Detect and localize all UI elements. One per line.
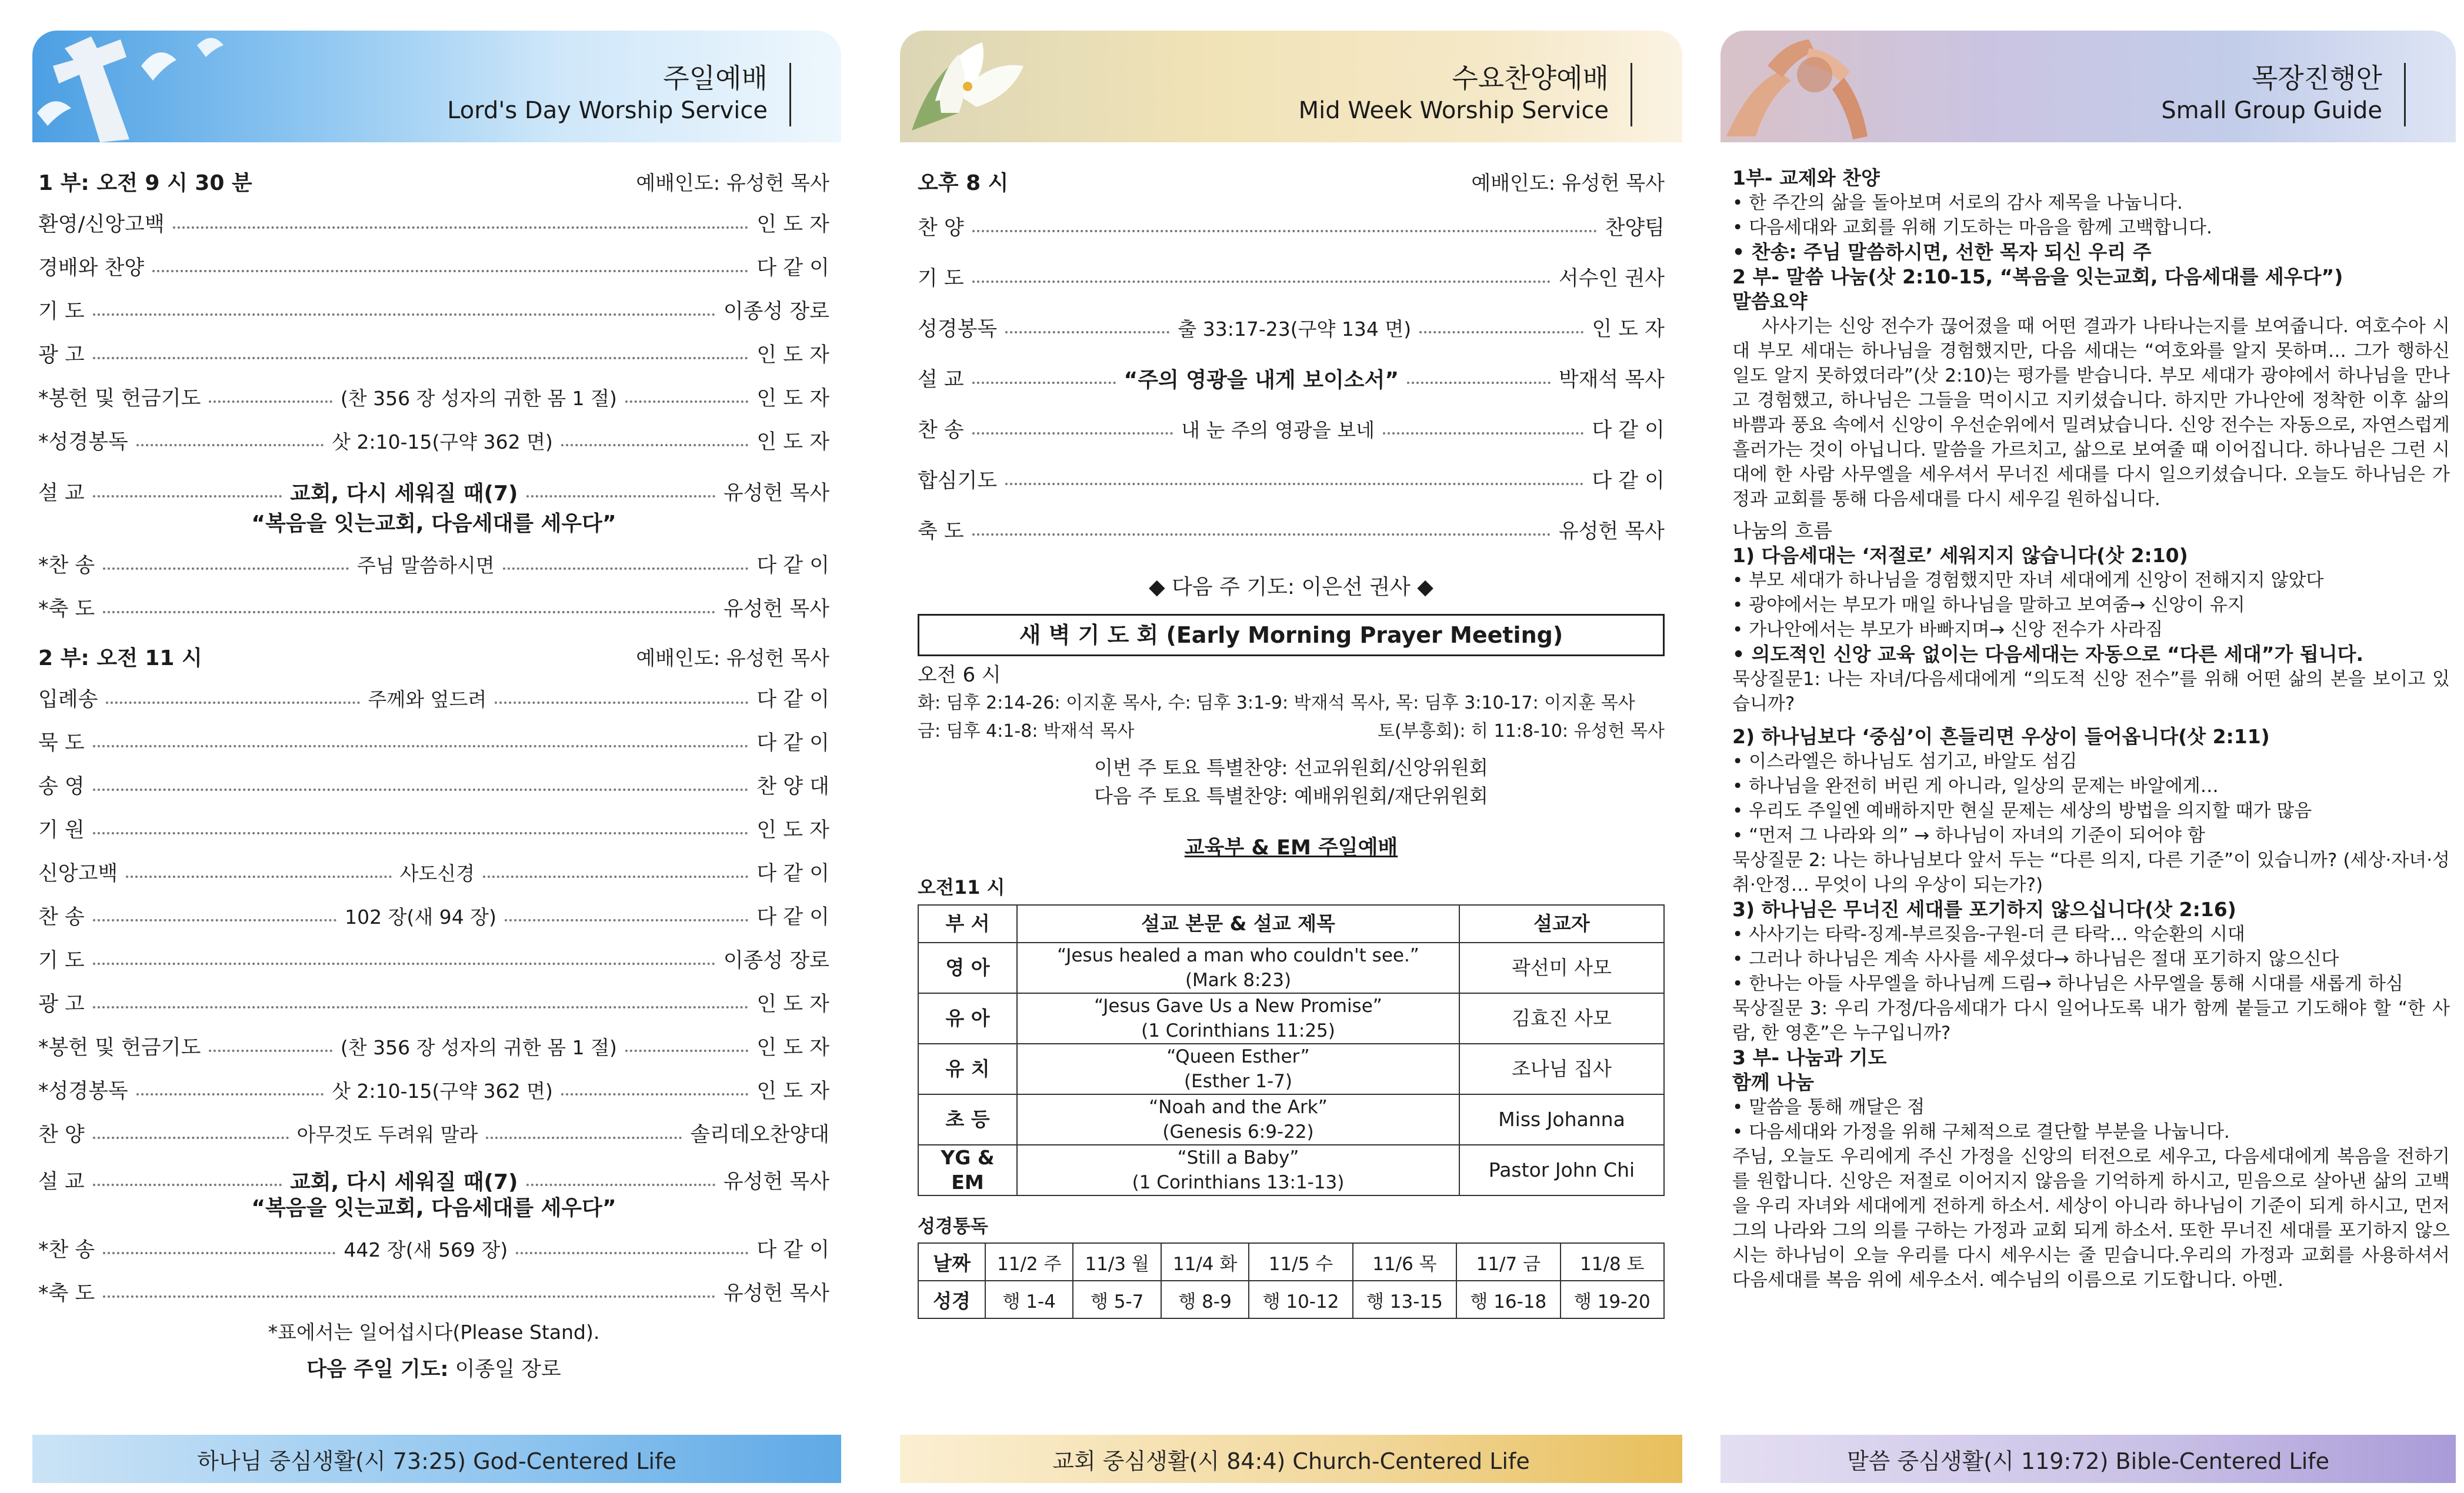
- item-person: 다 같 이: [756, 906, 829, 929]
- order-item: [38, 332, 829, 375]
- reading-date-label: 날짜: [918, 1243, 985, 1281]
- guide-line: 1) 다음세대는 ‘저절로’ 세워지지 않습니다(삿 2:10): [1732, 544, 2188, 567]
- leader-dots: [1005, 331, 1169, 333]
- guide-line: 사사기는 신앙 전수가 끊어졌을 때 어떤 결과가 나타나는지를 보여줍니다. 여호수아 시대 부모 세대는 하나님을 경험했지만, 다음 세대는 “여호와를 알지 못하며… 그가 행하신 일도 알지 못하였더라”(삿 2:10)는 평가를 받습니다. 부모 세대가 광야에서 하나님을 만나고 경험했고, 하나님은 그들을 먹이시고 지키셨습니다. 하지만 가나안에 정착한 이후 삶의 바쁨과 풍요 속에서 신앙이 우선순위에서 밀려났습니다. 신앙 전수는 자동으로, 자연스럽게 흘러가는 것이 아닙니다. 말씀을 가르치고, 삶으로 보여줄 때 이어집니다. 하나님은 그런 시대에 한 사람 사무엘을 세우셔서 무너진 세대를 다시 일으키셨습니다. 오늘도 하나님은 가정과 교회를 통해 다음세대를 다시 세우길 원하십니다.: [1732, 316, 2450, 510]
- service1-sermon-subtitle: “복음을 잇는교회, 다음세대를 세우다”: [251, 512, 616, 536]
- item-person: 다 같 이: [1592, 419, 1665, 442]
- service2-header: [38, 636, 829, 676]
- title-ko: 주일예배: [663, 62, 768, 94]
- edu-sermon-ref: (Genesis 6:9-22): [1162, 1121, 1314, 1143]
- order-item: [38, 245, 829, 288]
- reading-title: 성경통독: [918, 1216, 988, 1237]
- item-label: 광 고: [38, 343, 85, 367]
- item-person: 다 같 이: [756, 1238, 830, 1262]
- guide-line: • 다음세대와 가정을 위해 구체적으로 결단할 부분을 나눕니다.: [1732, 1121, 2230, 1143]
- guide-line: 묵상질문 2: 나는 하나님보다 앞서 두는 “다른 의지, 다른 기준”이 있습니까? (세상·자녀·성취·안정… 무엇이 나의 우상이 되는가?): [1732, 850, 2450, 896]
- edu-sermon-title: “Jesus healed a man who couldn't see.”: [1057, 945, 1419, 966]
- item-detail: (찬 356 장 성자의 귀한 몸 1 절): [340, 1036, 617, 1059]
- edu-dept: 영 아: [918, 943, 1017, 993]
- reading-range-label: 성경: [918, 1281, 985, 1318]
- leader-dots: [1005, 483, 1583, 485]
- item-detail: 사도신경: [399, 861, 475, 885]
- item-label: 찬 송: [918, 419, 964, 442]
- item-label: 합심기도: [918, 469, 998, 493]
- service1-time: 1 부: 오전 9 시 30 분: [38, 171, 252, 195]
- title-divider: [2404, 63, 2406, 126]
- reading-date: 11/7 금: [1456, 1243, 1560, 1281]
- service1-leader: 예배인도: 유성헌 목사: [636, 171, 829, 195]
- guide-line: • 하나님을 완전히 버린 게 아니라, 일상의 문제는 바알에게…: [1732, 776, 2219, 797]
- edu-row: [918, 1094, 1664, 1145]
- item-label: 찬 양: [918, 216, 964, 240]
- order-item: [38, 375, 829, 419]
- reading-table: [918, 1243, 1665, 1319]
- item-person: 찬양팀: [1605, 216, 1665, 240]
- guide-line: 묵상질문 3: 우리 가정/다음세대가 다시 일어나도록 내가 함께 붙들고 기도해야 할 “한 사람, 한 영혼”은 누구입니까?: [1732, 998, 2450, 1044]
- service1-sermon: [38, 462, 829, 521]
- item-label: *축 도: [38, 597, 95, 621]
- item-detail: 102 장(새 94 장): [345, 905, 496, 928]
- reading-date: 11/5 수: [1249, 1243, 1352, 1281]
- title-divider: [789, 63, 791, 126]
- item-label: 환영/신앙고백: [38, 213, 165, 236]
- leader-dots: [93, 1137, 289, 1139]
- item-label: 찬 양: [38, 1123, 85, 1147]
- reading-range: 행 5-7: [1073, 1281, 1161, 1318]
- item-label: 설 교: [38, 482, 85, 505]
- hands-icon: [1721, 31, 1897, 142]
- item-detail: 삿 2:10-15(구약 362 면): [332, 1079, 553, 1103]
- order-item: [918, 201, 1665, 252]
- leader-dots: [103, 611, 715, 613]
- guide-line: 3) 하나님은 무너진 세대를 포기하지 않으십니다(삿 2:16): [1732, 898, 2236, 921]
- item-label: *성경봉독: [38, 430, 128, 454]
- item-detail: 아무것도 두려워 말라: [296, 1123, 478, 1146]
- title-en: Small Group Guide: [2161, 97, 2382, 124]
- item-label: 성경봉독: [918, 318, 998, 341]
- service2-leader: 예배인도: 유성헌 목사: [636, 646, 829, 670]
- leader-dots: [495, 702, 748, 704]
- guide-line: • 광야에서는 부모가 매일 하나님을 말하고 보여줌→ 신앙이 유지: [1732, 594, 2245, 616]
- reading-date: 11/4 화: [1161, 1243, 1249, 1281]
- leader-dots: [1383, 432, 1583, 435]
- small-group-footer: 말씀 중심생활(시 119:72) Bible-Centered Life: [1721, 1435, 2456, 1483]
- edu-sermon: [1017, 993, 1459, 1044]
- order-item: [38, 894, 829, 937]
- item-detail: 442 장(새 569 장): [344, 1238, 508, 1261]
- edu-preacher: 곽선미 사모: [1459, 943, 1664, 993]
- guide-line: • 찬송: 주님 말씀하시면, 선한 목자 되신 우리 주: [1732, 241, 2152, 263]
- title-en: Lord's Day Worship Service: [447, 97, 768, 124]
- item-detail: 삿 2:10-15(구약 362 면): [332, 430, 553, 453]
- lords-day-panel: [32, 31, 841, 1483]
- guide-line: • 말씀을 통해 깨달은 점: [1732, 1097, 1925, 1118]
- item-person: 다 같 이: [756, 688, 830, 712]
- edu-sermon-ref: (Mark 8:23): [1185, 970, 1292, 991]
- item-label: 기 도: [918, 267, 964, 290]
- guide-line: 2 부- 말씀 나눔(삿 2:10-15, “복음을 잇는교회, 다음세대를 세우다”): [1732, 265, 2343, 288]
- leader-dots: [209, 400, 332, 403]
- order-item: [38, 1068, 829, 1111]
- edu-dept: 유 아: [918, 993, 1017, 1044]
- edu-dept: YG & EM: [918, 1145, 1017, 1195]
- leader-dots: [561, 1093, 748, 1095]
- edu-time: 오전11 시: [918, 876, 1005, 899]
- title-divider: [1631, 63, 1632, 126]
- edu-col-sermon: 설교 본문 & 설교 제목: [1017, 905, 1459, 943]
- item-person: 인 도 자: [1592, 318, 1665, 341]
- order-item: [38, 1024, 829, 1068]
- lily-icon: [900, 31, 1053, 142]
- item-person: 유성헌 목사: [723, 597, 829, 621]
- item-label: 경배와 찬양: [38, 256, 145, 280]
- item-detail: 주님 말씀하시면: [356, 553, 495, 577]
- item-person: 인 도 자: [756, 1080, 830, 1103]
- dawn-sat: 토(부흥회): 히 11:8-10: 유성헌 목사: [1378, 721, 1665, 742]
- leader-dots: [505, 919, 748, 921]
- order-item: [38, 1111, 829, 1155]
- edu-sermon-ref: (Esther 1-7): [1183, 1071, 1293, 1092]
- midweek-leader: 예배인도: 유성헌 목사: [1471, 171, 1665, 195]
- dawn-fri: 금: 딤후 4:1-8: 박재석 목사: [918, 721, 1135, 742]
- leader-dots: [503, 567, 749, 570]
- item-label: *성경봉독: [38, 1080, 128, 1103]
- lords-day-title: [447, 61, 768, 126]
- item-person: 인 도 자: [756, 1036, 830, 1060]
- edu-table: [918, 904, 1665, 1196]
- stand-note: *표에서는 일어섭시다(Please Stand).: [268, 1321, 600, 1344]
- leader-dots: [972, 382, 1116, 384]
- lords-day-order: [38, 161, 829, 1382]
- reading-date: 11/2 주: [985, 1243, 1073, 1281]
- item-label: *봉헌 및 헌금기도: [38, 387, 201, 410]
- leader-dots: [106, 702, 359, 704]
- guide-line: • 한 주간의 삶을 돌아보며 서로의 감사 제목을 나눕니다.: [1732, 192, 2183, 213]
- item-label: 설 교: [918, 368, 964, 392]
- leader-dots: [209, 1050, 332, 1052]
- edu-sermon: [1017, 1044, 1459, 1094]
- reading-range: 행 10-12: [1249, 1281, 1352, 1318]
- guide-line: • 부모 세대가 하나님을 경험했지만 자녀 세대에게 신앙이 전해지지 않았다: [1732, 570, 2324, 591]
- leader-dots: [103, 567, 349, 570]
- order-item: [38, 288, 829, 332]
- item-person: 솔리데오찬양대: [690, 1123, 829, 1147]
- reading-date: 11/3 월: [1073, 1243, 1161, 1281]
- guide-line: • 다음세대와 교회를 위해 기도하는 마음을 함께 고백합니다.: [1732, 217, 2212, 238]
- edu-row: [918, 1145, 1664, 1195]
- item-person: 이종성 장로: [723, 949, 829, 973]
- item-label: 송 영: [38, 775, 85, 799]
- item-person: 인 도 자: [756, 993, 829, 1016]
- edu-sermon: [1017, 1145, 1459, 1195]
- leader-dots: [103, 1295, 715, 1298]
- guide-line: 나눔의 흐름: [1732, 519, 1832, 542]
- choir-this-week: 이번 주 토요 특별찬양: 선교위원회/신앙위원회: [1094, 756, 1488, 779]
- item-person: 다 같 이: [756, 862, 830, 886]
- order-item: [38, 720, 829, 763]
- item-label: 신앙고백: [38, 862, 118, 886]
- item-person: 인 도 자: [756, 343, 829, 367]
- item-label: 광 고: [38, 993, 85, 1016]
- title-en: Mid Week Worship Service: [1298, 97, 1609, 124]
- guide-line: • 우리도 주일엔 예배하지만 현실 문제는 세상의 방법을 의지할 때가 많음: [1732, 800, 2312, 821]
- edu-preacher: 김효진 사모: [1459, 993, 1664, 1044]
- leader-dots: [93, 919, 336, 921]
- edu-preacher: Pastor John Chi: [1459, 1145, 1664, 1195]
- leader-dots: [516, 1252, 748, 1254]
- order-item: [918, 353, 1665, 403]
- item-person: 다 같 이: [1592, 469, 1665, 493]
- cross-dove-icon: [32, 31, 303, 142]
- item-label: *찬 송: [38, 554, 95, 577]
- reading-range: 행 16-18: [1456, 1281, 1560, 1318]
- order-item: [38, 586, 829, 629]
- item-person: 다 같 이: [756, 732, 829, 755]
- item-label: *봉헌 및 헌금기도: [38, 1036, 201, 1060]
- item-person: 인 도 자: [756, 819, 829, 842]
- leader-dots: [136, 1093, 324, 1095]
- order-item: [38, 542, 829, 586]
- next-prayer-label: 다음 주일 기도:: [306, 1358, 449, 1381]
- reading-ranges-row: [918, 1281, 1664, 1318]
- midweek-order: [918, 161, 1665, 1319]
- edu-header-row: [918, 905, 1664, 943]
- guide-line: 말씀요약: [1732, 290, 1808, 313]
- item-label: 찬 송: [38, 906, 85, 929]
- edu-row: [918, 993, 1664, 1044]
- reading-date: 11/8 토: [1561, 1243, 1664, 1281]
- dawn-schedule-1: 화: 딤후 2:14-26: 이지훈 목사, 수: 딤후 3:1-9: 박재석 목사, 목: 딤후 3:10-17: 이지훈 목사: [918, 693, 1635, 713]
- next-sunday-prayer: [38, 1353, 829, 1382]
- guide-line: 1부- 교제와 찬양: [1732, 166, 1880, 189]
- guide-line: • 가나안에서는 부모가 바빠지며→ 신앙 전수가 사라짐: [1732, 619, 2163, 640]
- item-person: 유성헌 목사: [723, 1282, 829, 1305]
- leader-dots: [93, 832, 749, 834]
- item-label: 입례송: [38, 688, 98, 712]
- leader-dots: [972, 230, 1597, 232]
- edu-preacher: Miss Johanna: [1459, 1094, 1664, 1145]
- guide-line: • 그러나 하나님은 계속 사사를 세우셨다→ 하나님은 절대 포기하지 않으신다: [1732, 948, 2339, 970]
- leader-dots: [486, 1137, 682, 1139]
- guide-line: • 의도적인 신앙 교육 없이는 다음세대는 자동으로 “다른 세대”가 됩니다.: [1732, 643, 2363, 666]
- dawn-prayer-title: 새 벽 기 도 회 (Early Morning Prayer Meeting): [918, 614, 1665, 656]
- service1-header: [38, 161, 829, 201]
- order-item: [918, 252, 1665, 302]
- order-item: [918, 454, 1665, 505]
- guide-line: 함께 나눔: [1732, 1071, 1815, 1094]
- leader-dots: [126, 876, 391, 878]
- small-group-panel: [1721, 31, 2456, 1483]
- item-label: 묵 도: [38, 732, 85, 755]
- item-label: 축 도: [918, 520, 964, 543]
- title-ko: 수요찬양예배: [1452, 62, 1609, 94]
- reading-date: 11/6 목: [1353, 1243, 1456, 1281]
- leader-dots: [93, 357, 749, 359]
- order-item: [38, 807, 829, 850]
- item-label: *찬 송: [38, 1238, 95, 1262]
- reading-range: 행 1-4: [985, 1281, 1073, 1318]
- edu-dept: 유 치: [918, 1044, 1017, 1094]
- reading-range: 행 13-15: [1353, 1281, 1456, 1318]
- item-person: 이종성 장로: [723, 300, 829, 323]
- dawn-schedule-2: [918, 717, 1665, 746]
- midweek-header: [918, 161, 1665, 201]
- midweek-time: 오후 8 시: [918, 171, 1009, 195]
- midweek-footer: 교회 중심생활(시 84:4) Church-Centered Life: [900, 1435, 1682, 1483]
- edu-sermon: [1017, 943, 1459, 993]
- choir-next-week: 다음 주 토요 특별찬양: 예배위원회/재단위원회: [1094, 784, 1488, 807]
- leader-dots: [93, 313, 715, 316]
- edu-title: 교육부 & EM 주일예배: [1184, 836, 1398, 860]
- edu-sermon-ref: (1 Corinthians 11:25): [1141, 1020, 1335, 1041]
- leader-dots: [103, 1252, 335, 1254]
- next-week-prayer: ◆ 다음 주 기도: 이은선 권사 ◆: [1149, 575, 1433, 599]
- item-label: *축 도: [38, 1282, 95, 1305]
- order-item: [38, 201, 829, 245]
- item-person: 인 도 자: [756, 430, 830, 454]
- edu-row: [918, 943, 1664, 993]
- item-person: 유성헌 목사: [723, 482, 830, 505]
- item-person: 인 도 자: [756, 213, 829, 236]
- item-person: 다 같 이: [756, 256, 829, 280]
- guide-line: 2) 하나님보다 ‘중심’이 흔들리면 우상이 들어옵니다(삿 2:11): [1732, 725, 2270, 748]
- leader-dots: [136, 444, 324, 446]
- service2-sermon: [38, 1155, 829, 1205]
- small-group-guide: [1732, 166, 2450, 1292]
- sermon-title: 교회, 다시 세워질 때(7): [290, 1170, 518, 1194]
- leader-dots: [526, 1184, 715, 1186]
- guide-line: 주님, 오늘도 우리에게 주신 가정을 신앙의 터전으로 세우고, 다음세대에게 복음을 전하기를 원합니다. 신앙은 저절로 이어지지 않음을 기억하게 하시고, 믿음으로 살아낸 삶의 고백을 우리 자녀와 세대에게 전하게 하소서. 세상이 아니라 하나님이 기준이 되게 하시고, 먼저 그의 나라와 그의 의를 구하는 가정과 교회 되게 하소서. 또한 무너진 세대를 포기하지 않으시는 하나님이 오늘 우리를 다시 세우시는 줄 믿습니다.우리의 가정과 교회를 사용하셔서 다음세대를 복음 위에 세우소서. 예수님의 이름으로 기도합니다. 아멘.: [1732, 1146, 2450, 1291]
- midweek-panel: [900, 31, 1682, 1483]
- next-prayer-name: 이종일 장로: [455, 1358, 561, 1381]
- edu-row: [918, 1044, 1664, 1094]
- order-item: [38, 981, 829, 1024]
- guide-line: 3 부- 나눔과 기도: [1732, 1046, 1887, 1069]
- service2-time: 2 부: 오전 11 시: [38, 646, 202, 670]
- service2-sermon-subtitle: “복음을 잇는교회, 다음세대를 세우다”: [251, 1196, 616, 1220]
- item-label: 기 도: [38, 300, 85, 323]
- leader-dots: [93, 1006, 749, 1008]
- guide-line: • 한나는 아들 사무엘을 하나님께 드림→ 하나님은 사무엘을 통해 시대를 새롭게 하심: [1732, 973, 2403, 994]
- leader-dots: [93, 1184, 282, 1186]
- order-item: [38, 1227, 829, 1270]
- item-label: 기 원: [38, 819, 85, 842]
- reading-range: 행 8-9: [1161, 1281, 1249, 1318]
- order-item: [38, 676, 829, 720]
- item-label: 설 교: [38, 1170, 85, 1194]
- edu-sermon-title: “Still a Baby”: [1177, 1147, 1299, 1168]
- leader-dots: [561, 444, 748, 446]
- item-person: 다 같 이: [756, 554, 830, 577]
- edu-sermon-title: “Noah and the Ark”: [1149, 1097, 1328, 1118]
- leader-dots: [173, 226, 749, 229]
- leader-dots: [93, 495, 282, 497]
- midweek-title: [1299, 61, 1609, 126]
- item-person: 유성헌 목사: [723, 1170, 830, 1194]
- item-person: 유성헌 목사: [1558, 520, 1665, 543]
- item-detail: 주께와 엎드려: [368, 687, 487, 711]
- item-person: 서수인 권사: [1558, 267, 1665, 290]
- order-item: [38, 850, 829, 894]
- item-detail: 출 33:17-23(구약 134 면): [1178, 317, 1412, 340]
- leader-dots: [1419, 331, 1583, 333]
- leader-dots: [972, 533, 1551, 536]
- edu-sermon-ref: (1 Corinthians 13:1-13): [1132, 1172, 1345, 1193]
- leader-dots: [93, 789, 749, 791]
- guide-line: • “먼저 그 나라와 의” → 하나님이 자녀의 기준이 되어야 함: [1732, 825, 2205, 846]
- guide-line: 묵상질문1: 나는 자녀/다음세대에게 “의도적 신앙 전수”를 위해 어떤 삶의 본을 보이고 있습니까?: [1732, 669, 2450, 714]
- dawn-time: 오전 6 시: [918, 663, 1001, 687]
- sermon-title: 교회, 다시 세워질 때(7): [290, 481, 518, 506]
- item-detail: “주의 영광을 내게 보이소서”: [1123, 368, 1399, 392]
- lords-day-footer: 하나님 중심생활(시 73:25) God-Centered Life: [32, 1435, 841, 1483]
- order-item: [38, 419, 829, 462]
- item-detail: 내 눈 주의 영광을 보네: [1181, 418, 1375, 442]
- edu-preacher: 조나님 집사: [1459, 1044, 1664, 1094]
- leader-dots: [483, 876, 748, 878]
- leader-dots: [1407, 382, 1551, 384]
- edu-sermon: [1017, 1094, 1459, 1145]
- order-item: [38, 763, 829, 807]
- leader-dots: [625, 1050, 748, 1052]
- reading-range: 행 19-20: [1561, 1281, 1664, 1318]
- item-detail: (찬 356 장 성자의 귀한 몸 1 절): [340, 386, 617, 410]
- order-item: [918, 403, 1665, 454]
- leader-dots: [972, 432, 1173, 435]
- leader-dots: [625, 400, 748, 403]
- item-person: 박재석 목사: [1558, 368, 1665, 392]
- order-item: [38, 1270, 829, 1314]
- small-group-banner: [1721, 31, 2456, 142]
- leader-dots: [93, 963, 715, 965]
- leader-dots: [93, 745, 749, 747]
- edu-col-dept: 부 서: [918, 905, 1017, 943]
- leader-dots: [152, 270, 748, 272]
- leader-dots: [526, 495, 715, 497]
- edu-col-preacher: 설교자: [1459, 905, 1664, 943]
- order-item: [918, 505, 1665, 555]
- item-person: 찬 양 대: [756, 775, 829, 799]
- small-group-title: [2161, 61, 2382, 126]
- edu-sermon-title: “Jesus Gave Us a New Promise”: [1094, 996, 1382, 1017]
- edu-dept: 초 등: [918, 1094, 1017, 1145]
- order-item: [38, 937, 829, 981]
- midweek-banner: [900, 31, 1682, 142]
- edu-sermon-title: “Queen Esther”: [1166, 1046, 1310, 1067]
- guide-line: • 이스라엘은 하나님도 섬기고, 바알도 섬김: [1732, 751, 2078, 772]
- item-label: 기 도: [38, 949, 85, 973]
- item-person: 인 도 자: [756, 387, 830, 410]
- guide-line: • 사사기는 타락-징계-부르짖음-구원-더 큰 타락… 악순환의 시대: [1732, 924, 2245, 945]
- title-ko: 목장진행안: [2251, 62, 2382, 94]
- leader-dots: [972, 280, 1551, 283]
- order-item: [918, 302, 1665, 353]
- lords-day-banner: [32, 31, 841, 142]
- reading-dates-row: [918, 1243, 1664, 1281]
